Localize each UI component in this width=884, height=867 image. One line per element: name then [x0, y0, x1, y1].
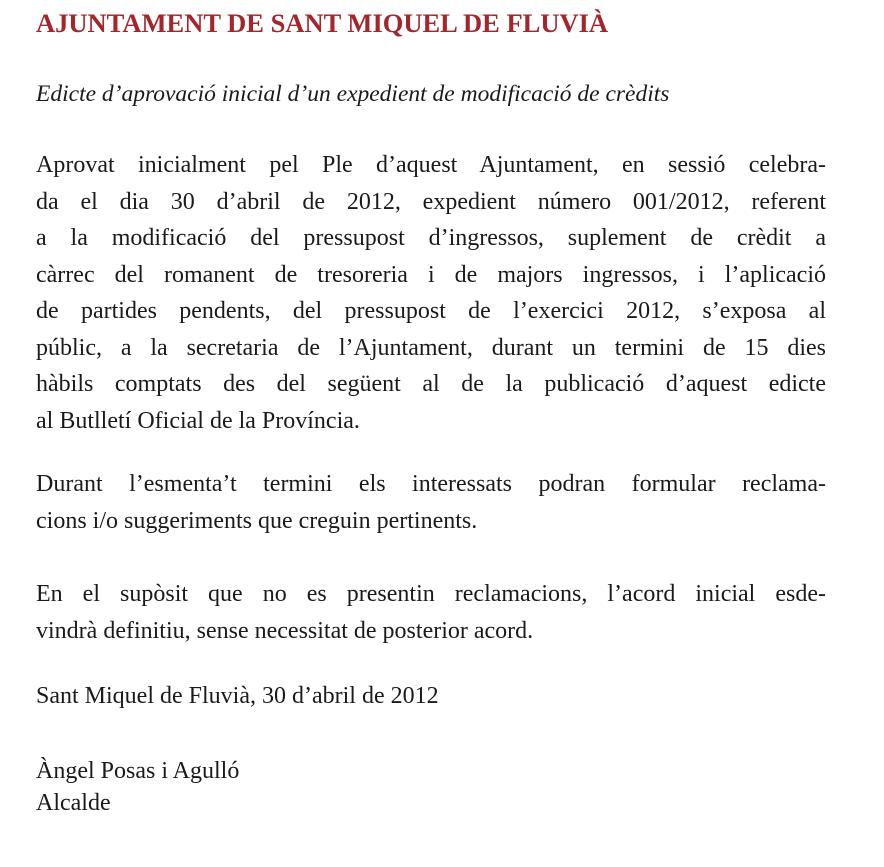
signer-role: Alcalde [36, 790, 111, 816]
paragraph-line: a la modificació del pressupost d’ingressos, suplement de crèdit a [36, 225, 826, 251]
paragraph-approval [36, 147, 826, 439]
signer-name: Àngel Posas i Agulló [36, 758, 240, 784]
paragraph-line: Durant l’esmenta’t termini els interessats podran formular reclama- [36, 471, 826, 497]
document-title: AJUNTAMENT DE SANT MIQUEL DE FLUVIÀ [36, 8, 609, 38]
paragraph-claims [36, 466, 826, 539]
paragraph-line: vindrà definitiu, sense necessitat de posterior acord. [36, 617, 534, 644]
document-subtitle: Edicte d’aprovació inicial d’un expedient de modificació de crèdits [36, 81, 670, 107]
paragraph-line: cions i/o suggeriments que creguin pertinents. [36, 507, 478, 534]
paragraph-line: al Butlletí Oficial de la Província. [36, 407, 360, 434]
paragraph-definitive [36, 576, 826, 649]
paragraph-line: de partides pendents, del pressupost de l’exercici 2012, s’exposa al [36, 298, 826, 324]
place-and-date: Sant Miquel de Fluvià, 30 d’abril de 2012 [36, 683, 439, 709]
paragraph-line: hàbils comptats des del següent al de la publicació d’aquest edicte [36, 371, 826, 397]
paragraph-line: Aprovat inicialment pel Ple d’aquest Ajuntament, en sessió celebra- [36, 152, 826, 178]
paragraph-line: da el dia 30 d’abril de 2012, expedient número 001/2012, referent [36, 188, 826, 215]
paragraph-line: En el supòsit que no es presentin reclamacions, l’acord inicial esde- [36, 581, 826, 607]
paragraph-line: públic, a la secretaria de l’Ajuntament, durant un termini de 15 dies [36, 334, 826, 361]
paragraph-line: càrrec del romanent de tresoreria i de majors ingressos, i l’aplicació [36, 261, 826, 288]
